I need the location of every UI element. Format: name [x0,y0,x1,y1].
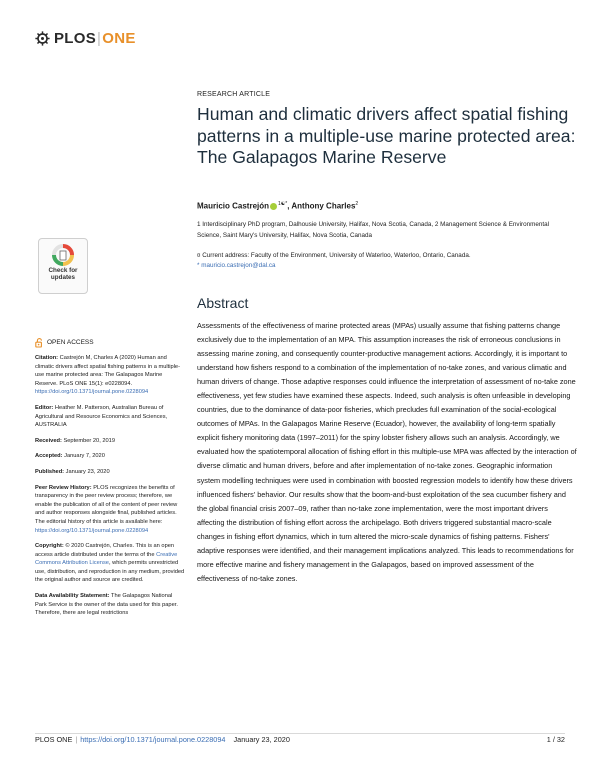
published-date: January 23, 2020 [65,468,110,475]
peer-review-link[interactable]: https://doi.org/10.1371/journal.pone.0228094 [35,527,149,534]
data-availability-text: The Galapagos National Park Service is the owner of the data used for this paper. Therefore, there are legal restrictions [35,593,178,617]
copyright-text: © 2020 Castrejón, Charles. This is an open access article distributed under the terms of the [35,543,175,558]
article-metadata-sidebar [35,338,185,625]
copyright-text-end: , which permits unrestricted use, distribution, and reproduction in any medium, provided the original author and source are credited. [35,560,185,584]
editor-block [35,404,185,430]
copyright-label: Copyright: [35,543,64,550]
footer-citation: PLOS ONE | https://doi.org/10.1371/journal.pone.0228094 January 23, 2020 [35,735,290,744]
published-block [35,468,185,477]
data-availability-label: Data Availability Statement: [35,593,110,600]
license-link[interactable]: Creative Commons Attribution License [35,551,178,567]
affiliations: 1 Interdisciplinary PhD program, Dalhousie University, Halifax, Nova Scotia, Canada, 2 Management Science & Environmental Science, Saint Mary's University, Halifax, Nova Scotia, Canada [197,221,549,239]
author-affiliation-marks: 2 [355,201,359,207]
badge-line-1: Check for [48,267,78,274]
footer-doi-link[interactable]: https://doi.org/10.1371/journal.pone.0228094 [80,735,226,744]
current-address: ¤ Current address: Faculty of the Environment, University of Waterloo, Waterloo, Ontario, Canada. [197,252,471,259]
peer-review-text: PLOS recognizes the benefits of transparency in the peer review process; therefore, we enable the publication of all of the content of peer review and author responses alongside final, published articles. The editorial history of this article is available here: [35,484,178,525]
journal-brand-left: PLOS [54,30,97,47]
page-number: 1 / 32 [546,735,565,744]
received-date: September 20, 2019 [63,437,116,444]
open-lock-icon [35,338,43,348]
orcid-icon[interactable] [270,203,277,210]
citation-label: Citation: [35,355,59,361]
footer-journal: PLOS ONE [35,735,73,744]
editor-label: Editor: [35,404,54,411]
plos-logo-icon [35,31,50,46]
corresponding-email-link[interactable]: * mauricio.castrejon@dal.ca [197,262,276,269]
citation-text: Castrejón M, Charles A (2020) Human and climatic drivers affect spatial fishing patterns in a multiple-use marine protected area: The Galapagos Marine Reserve. PLoS ONE 15(1): e0228094. [35,355,180,387]
accepted-date: January 7, 2020 [64,453,105,460]
peer-review-label: Peer Review History: [35,484,92,491]
author-affiliation-marks: 1☯* [278,201,288,207]
article-type: RESEARCH ARTICLE [197,91,271,98]
published-label: Published: [35,468,65,475]
badge-line-2: updates [50,274,76,281]
check-for-updates-badge[interactable] [38,238,88,294]
editor-text: Heather M. Patterson, Australian Bureau of Agricultural and Resource Economics and Sciences, AUSTRALIA [35,404,168,429]
citation-block [35,354,185,397]
received-block [35,437,185,446]
abstract-text: Assessments of the effectiveness of marine protected areas (MPAs) usually assume that fishing patterns change exclusively due to the implementation of an MPA. This assumption increases the risk of erroneous conclusions in assessing marine zoning, and consequently counter-productive management actions. Accordingly, it is important to understand how fishers respond to a combination of the implementation of no-take zones, and various climatic and human drivers of change. Those adaptive responses could influence the interpretation of assessment of no-take zone effectiveness, yet few studies have examined these aspects. Indeed, such analysis is often unfeasible in developing countries, due to the dominance of data-poor fisheries, which precludes full examination of the social-ecological outcomes of MPAs. In the Galapagos Marine Reserve (Ecuador), however, the availability of long-term spatially explicit fishery monitoring data (1997–2011) for the spiny lobster fishery allows such an analysis. Accordingly, we evaluated how the spatiotemporal allocation of fishing effort in this multiple-use MPA was affected by the interaction of diverse climatic and human drivers, before and after implementation of no-take zones. Geographic information system modelling techniques were used in combination with boosted regression models to identify how these drivers influenced fishers' behavior. Our results show that the boom-and-bust exploitation of the sea cucumber fishery and the global financial crisis 2007–09, rather than no-take zone implementation, were the most important drivers affecting the distribution of fishing effort across the archipelago. Both drivers triggered substantial macro-scale changes in fishing effort dynamics, which in turn altered the micro-scale dynamics of fishing patterns. Fishers' adaptive responses were identified, and their management implications analyzed. This leads to recommendations for more effective marine and fishery management in the Galapagos, based on improved assessment of the effectiveness of no-take zones. [197,321,577,583]
abstract-heading: Abstract [197,295,249,311]
author-separator: , [287,201,292,211]
journal-brand-right: ONE [102,30,136,47]
footer-date: January 23, 2020 [233,735,290,744]
article-title: Human and climatic drivers affect spatial fishing patterns in a multiple-use marine protected area: The Galapagos Marine Reserve [197,104,576,167]
author-name[interactable]: Mauricio Castrejón [197,201,270,211]
journal-logo[interactable] [35,30,136,47]
correspondence [197,251,572,271]
accepted-block [35,452,185,461]
open-access-text: OPEN ACCESS [47,338,94,346]
bookmark-ribbon-icon [51,243,75,267]
journal-name: PLOS|ONE [54,30,136,47]
data-availability-block [35,592,185,618]
accepted-label: Accepted: [35,453,63,460]
author-name[interactable]: Anthony Charles [291,201,356,211]
open-access-label [35,338,185,348]
citation-doi-link[interactable]: https://doi.org/10.1371/journal.pone.0228094 [35,389,149,396]
author-list [197,201,358,211]
received-label: Received: [35,437,62,444]
copyright-block [35,542,185,585]
peer-review-block [35,484,185,536]
page-footer [35,733,565,745]
